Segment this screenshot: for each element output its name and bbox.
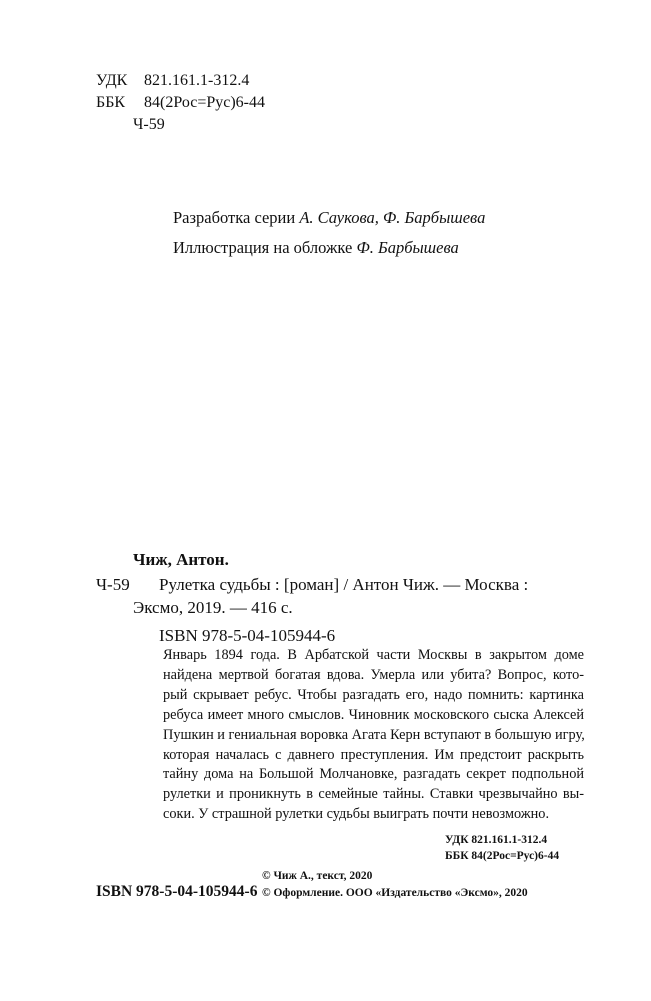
- catalog-isbn: ISBN 978-5-04-105944-6: [159, 626, 336, 645]
- annotation-line: рулетки и проникнуть в семейные тайны. Ставки чрезвычайно вы-: [163, 786, 584, 803]
- bbk-value: 84(2Рос=Рус)6-44: [144, 94, 266, 111]
- udk-line: [96, 70, 249, 92]
- bbk-label: ББК: [96, 94, 126, 111]
- catalog-line-2: Эксмо, 2019. — 416 с.: [133, 598, 293, 617]
- copyright-text: © Чиж А., текст, 2020: [262, 870, 373, 882]
- annotation-line: Пушкин и гениальная воровка Агата Керн вступают в большую игру,: [163, 726, 585, 743]
- annotation-line: найдена мертвой богатая вдова. Умерла или убита? Вопрос, кото-: [163, 666, 584, 683]
- udk-value: 821.161.1-312.4: [144, 72, 250, 89]
- cover-credit-prefix: Иллюстрация на обложке: [173, 238, 357, 257]
- annotation-line: рый скрывает ребус. Чтобы разгадать его, надо помнить: картинка: [163, 686, 584, 703]
- udk-label: УДК: [96, 72, 128, 89]
- annotation-line: ребуса имеет много смыслов. Чиновник московского сыска Алексей: [163, 706, 584, 723]
- catalog-mark: Ч-59: [96, 575, 130, 594]
- udk-code-bold: УДК 821.161.1-312.4: [445, 834, 548, 846]
- annotation-line: Январь 1894 года. В Арбатской части Москвы в закрытом доме: [163, 647, 584, 663]
- author-mark-top: Ч-59: [133, 116, 165, 133]
- copyright-design: © Оформление. ООО «Издательство «Эксмо», 2020: [262, 887, 528, 899]
- cover-credit: [173, 238, 459, 258]
- cover-credit-name: Ф. Барбышева: [356, 238, 459, 257]
- series-credit-names: А. Саукова, Ф. Барбышева: [299, 208, 486, 227]
- bbk-code-bold: ББК 84(2Рос=Рус)6-44: [445, 850, 560, 862]
- catalog-line-1: Рулетка судьбы : [роман] / Антон Чиж. — Москва :: [159, 575, 529, 594]
- series-credit: [173, 208, 485, 228]
- bbk-line: [96, 92, 265, 114]
- annotation-line: соки. У страшной рулетки судьбы выиграть почти невозможно.: [163, 806, 550, 823]
- annotation: [163, 646, 584, 825]
- isbn-bottom: ISBN 978-5-04-105944-6: [96, 883, 258, 900]
- annotation-line: которая началась с давнего преступления. Им предстоит раскрыть: [163, 746, 584, 763]
- annotation-line: тайну дома на Большой Молчановке, разгадать секрет подпольной: [163, 766, 584, 783]
- author-heading: Чиж, Антон.: [133, 550, 229, 569]
- series-credit-prefix: Разработка серии: [173, 208, 300, 227]
